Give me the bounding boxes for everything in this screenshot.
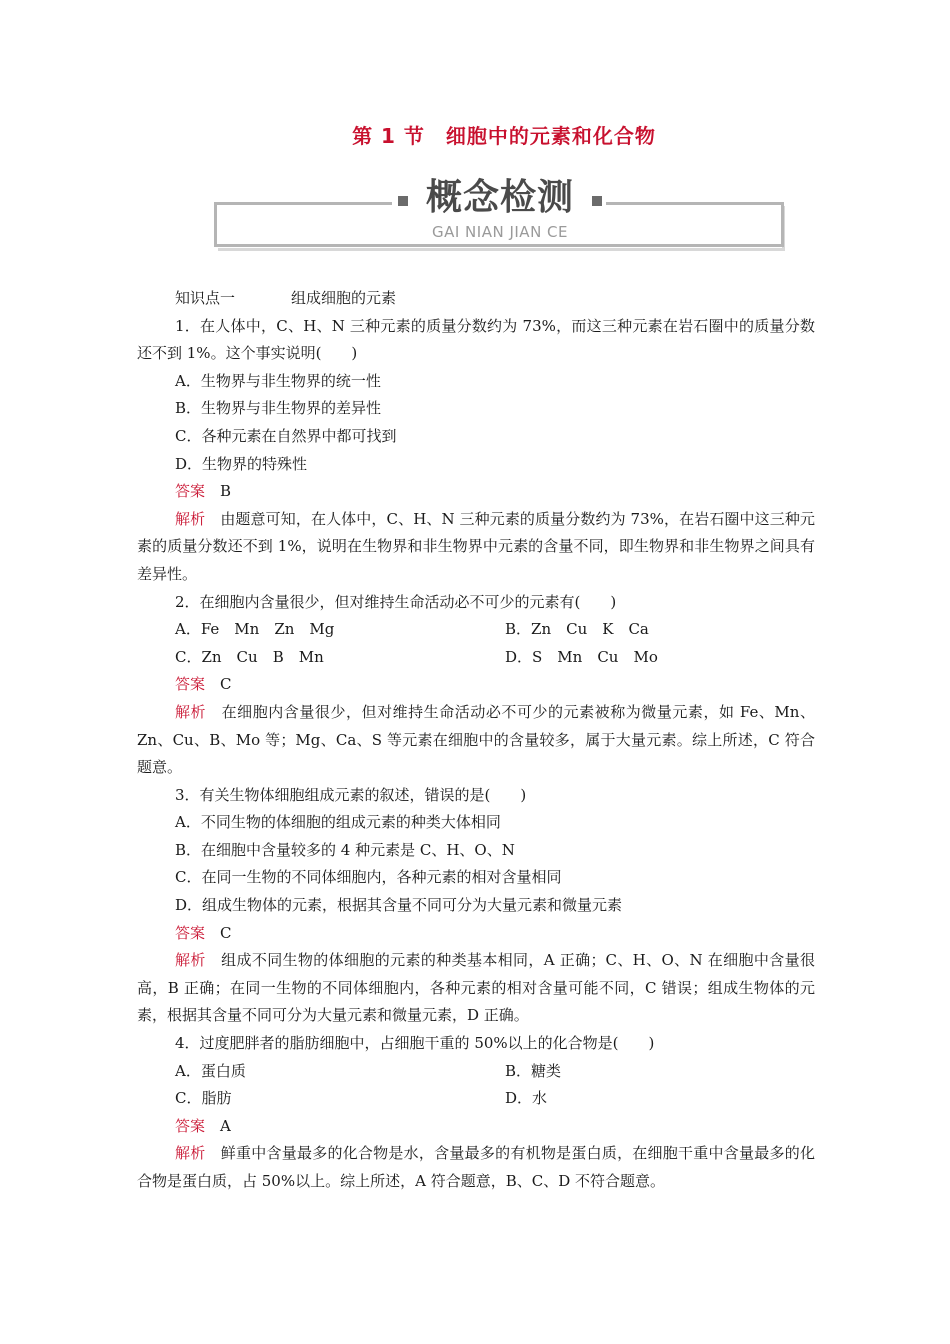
analysis-paragraph <box>137 506 815 589</box>
analysis-label: 解析 <box>175 1144 206 1163</box>
option: C．在同一生物的不同体细胞内，各种元素的相对含量相同 <box>175 868 562 887</box>
option: B．在细胞中含量较多的 4 种元素是 C、H、O、N <box>175 840 515 859</box>
analysis-label: 解析 <box>175 509 206 528</box>
analysis-text: 在细胞内含量很少，但对维持生命活动必不可少的元素被称为微量元素，如 Fe、Mn、Zn、Cu、B、Mo 等；Mg、Ca、S 等元素在细胞中的含量较多，属于大量元素。综上所述，C 符合题意。 <box>137 702 815 777</box>
option: C．Zn Cu B Mn <box>175 647 324 666</box>
analysis-text: 鲜重中含量最多的化合物是水，含量最多的有机物是蛋白质，在细胞干重中含量最多的化合物是蛋白质，占 50%以上。综上所述，A 符合题意，B、C、D 不符合题意。 <box>137 1144 815 1190</box>
analysis-label: 解析 <box>175 951 206 970</box>
option: D．S Mn Cu Mo <box>505 647 658 666</box>
analysis-paragraph <box>137 1140 815 1195</box>
analysis-paragraph <box>137 699 815 782</box>
answer-value: B <box>220 482 232 501</box>
option: B．生物界与非生物界的差异性 <box>175 399 382 418</box>
answer-label: 答案 <box>175 482 206 501</box>
analysis-text: 组成不同生物的体细胞的元素的种类基本相同，A 正确；C、H、O、N 在细胞中含量很高，B 正确；在同一生物的不同体细胞内，各种元素的相对含量可能不同，C 错误；组成生物体的元素，根据其含量不同可分为大量元素和微量元素，D 正确。 <box>137 951 815 1025</box>
answer-value: C <box>220 675 232 694</box>
document-body <box>137 285 815 1196</box>
answer-value: A <box>220 1116 231 1135</box>
analysis-text: 由题意可知，在人体中，C、H、N 三种元素的质量分数约为 73%，在岩石圈中这三种元素的质量分数还不到 1%，说明在生物界和非生物界中元素的含量不同，即生物界和非生物界之间具有差异性。 <box>137 509 815 583</box>
question-stem: 4．过度肥胖者的脂肪细胞中，占细胞干重的 50%以上的化合物是( ) <box>175 1034 655 1053</box>
option: C．各种元素在自然界中都可找到 <box>175 426 397 445</box>
section-banner <box>214 176 784 248</box>
option: A．生物界与非生物界的统一性 <box>175 371 381 390</box>
answer-line <box>137 478 815 506</box>
analysis-label: 解析 <box>175 702 207 721</box>
option: D．生物界的特殊性 <box>175 454 308 473</box>
page-title: 第 1 节 细胞中的元素和化合物 <box>352 124 656 148</box>
answer-value: C <box>220 923 232 942</box>
banner-heading: 概念检测 <box>425 177 574 218</box>
answer-line <box>137 920 815 948</box>
answer-label: 答案 <box>175 923 206 942</box>
option: B．糖类 <box>505 1061 562 1080</box>
knowledge-point-label: 知识点一 <box>175 289 236 307</box>
option: A．不同生物的体细胞的组成元素的种类大体相同 <box>175 813 501 832</box>
answer-label: 答案 <box>175 1116 206 1135</box>
question-stem: 2．在细胞内含量很少，但对维持生命活动必不可少的元素有( ) <box>175 592 617 611</box>
analysis-paragraph <box>137 947 815 1030</box>
banner-subheading: GAI NIAN JIAN CE <box>431 223 569 241</box>
banner-rule-right <box>606 202 781 205</box>
answer-line <box>137 1113 815 1141</box>
option: D．水 <box>505 1089 548 1108</box>
answer-line <box>137 671 815 699</box>
option-row <box>137 616 815 644</box>
question-stem: 3．有关生物体细胞组成元素的叙述，错误的是( ) <box>175 785 527 804</box>
banner-square-left <box>398 196 408 206</box>
knowledge-point <box>137 285 815 313</box>
banner-rule-left <box>214 202 392 205</box>
option: D．组成生物体的元素，根据其含量不同可分为大量元素和微量元素 <box>175 896 623 915</box>
option: A．蛋白质 <box>175 1061 246 1080</box>
option-row <box>137 1085 815 1113</box>
banner-square-right <box>592 196 602 206</box>
answer-label: 答案 <box>175 675 206 694</box>
knowledge-point-topic: 组成细胞的元素 <box>291 289 397 307</box>
option: A．Fe Mn Zn Mg <box>175 620 335 639</box>
option: C．脂肪 <box>175 1089 232 1108</box>
question-stem: 1．在人体中，C、H、N 三种元素的质量分数约为 73%，而这三种元素在岩石圈中的质量分数还不到 1%。这个事实说明( ) <box>137 316 815 363</box>
option: B．Zn Cu K Ca <box>505 620 649 639</box>
option-row <box>137 1058 815 1086</box>
option-row <box>137 644 815 672</box>
